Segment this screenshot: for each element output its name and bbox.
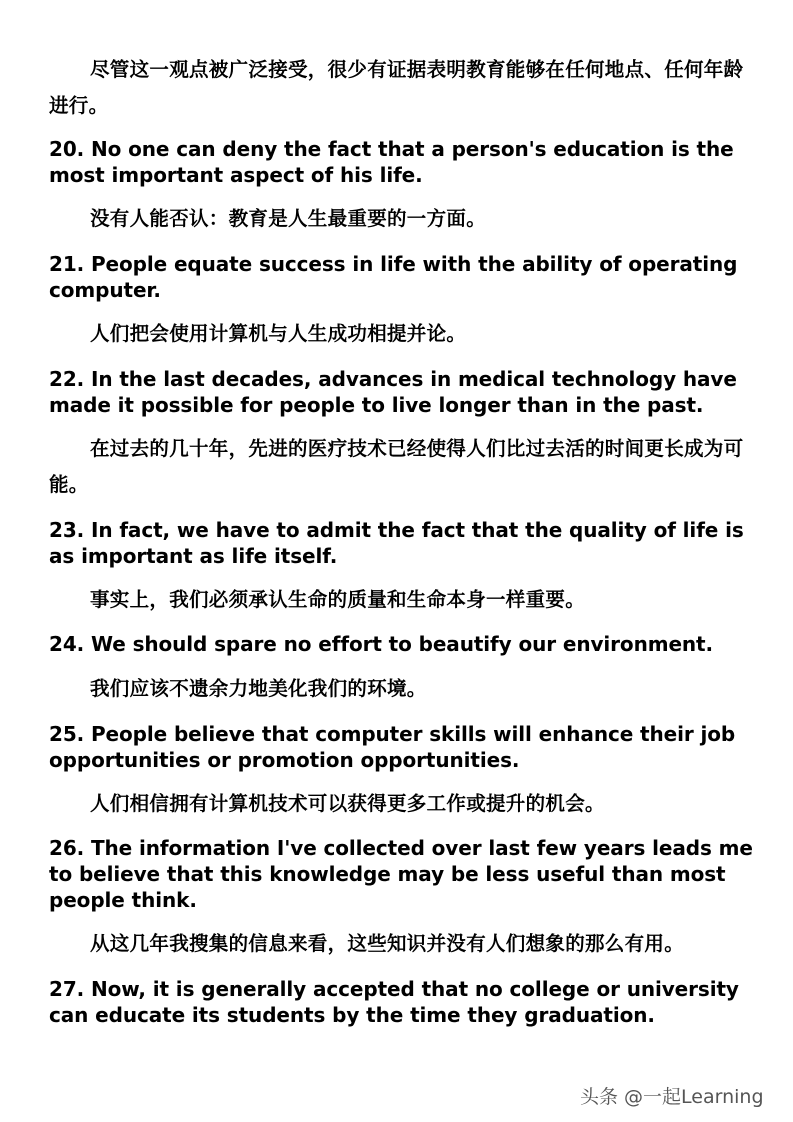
- translation-21: 人们把会使用计算机与人生成功相提并论。: [90, 322, 467, 345]
- translation-20: 没有人能否认：教育是人生最重要的一方面。: [90, 207, 487, 230]
- sentence-26: 26. The information I've collected over last few years leads me to believe that this knowledge may be less useful than most people think.: [49, 836, 753, 912]
- translation-24: 我们应该不遗余力地美化我们的环境。: [90, 677, 427, 700]
- translation-22: 在过去的几十年，先进的医疗技术已经使得人们比过去活的时间更长成为可能。: [49, 437, 744, 496]
- sentence-20: 20. No one can deny the fact that a person's education is the most important aspect of his life.: [49, 137, 734, 187]
- sentence-27: 27. Now, it is generally accepted that no college or university can educate its students by the time they graduation.: [49, 977, 739, 1027]
- sentence-23: 23. In fact, we have to admit the fact that the quality of life is as important as life itself.: [49, 518, 744, 568]
- translation-25: 人们相信拥有计算机技术可以获得更多工作或提升的机会。: [90, 792, 605, 815]
- translation-23: 事实上，我们必须承认生命的质量和生命本身一样重要。: [90, 588, 586, 611]
- translation-19: 尽管这一观点被广泛接受，很少有证据表明教育能够在任何地点、任何年龄进行。: [49, 58, 744, 117]
- sentence-24: 24. We should spare no effort to beautify our environment.: [49, 632, 714, 656]
- sentence-21: 21. People equate success in life with the ability of operating computer.: [49, 252, 738, 302]
- sentence-25: 25. People believe that computer skills will enhance their job opportunities or promotion opportunities.: [49, 722, 736, 772]
- watermark: 头条 @一起Learning: [580, 1086, 764, 1108]
- translation-26: 从这几年我搜集的信息来看，这些知识并没有人们想象的那么有用。: [90, 932, 685, 955]
- sentence-22: 22. In the last decades, advances in medical technology have made it possible for people to live longer than in the past.: [49, 367, 737, 417]
